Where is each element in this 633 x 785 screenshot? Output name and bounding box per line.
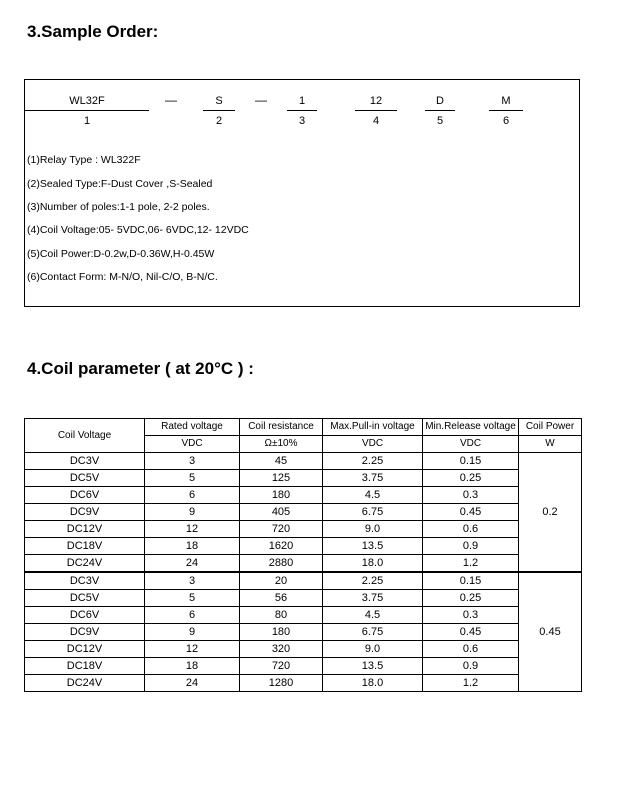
- cell-release: 0.3: [423, 607, 519, 624]
- header-coil-voltage: Coil Voltage: [25, 419, 145, 453]
- cell-coil-resistance: 80: [240, 607, 323, 624]
- cell-rated-voltage: 5: [145, 590, 240, 607]
- cell-rated-voltage: 3: [145, 453, 240, 470]
- cell-coil-resistance: 45: [240, 453, 323, 470]
- cell-rated-voltage: 18: [145, 538, 240, 555]
- cell-release: 0.6: [423, 521, 519, 538]
- cell-coil-resistance: 1620: [240, 538, 323, 555]
- order-desc-contact-form: (6)Contact Form: M-N/O, Nil-C/O, B-N/C.: [27, 271, 218, 283]
- cell-pull-in: 9.0: [323, 521, 423, 538]
- section-title-coil-parameter: 4.Coil parameter ( at 20°C ) :: [27, 359, 254, 378]
- order-desc-sealed-type: (2)Sealed Type:F-Dust Cover ,S-Sealed: [27, 178, 213, 190]
- sample-order-box: [24, 79, 580, 307]
- order-desc-coil-power: (5)Coil Power:D-0.2w,D-0.36W,H-0.45W: [27, 248, 215, 260]
- table-row: [25, 453, 582, 470]
- cell-coil-resistance: 320: [240, 641, 323, 658]
- order-code-underline-4: [355, 110, 397, 111]
- table-row: [25, 538, 582, 555]
- cell-release: 1.2: [423, 675, 519, 692]
- cell-coil-power-group-1: 0.2: [519, 453, 582, 573]
- coil-parameter-table: [24, 418, 582, 692]
- order-desc-relay-type: (1)Relay Type : WL322F: [27, 154, 141, 166]
- cell-coil-resistance: 1280: [240, 675, 323, 692]
- cell-coil-resistance: 125: [240, 470, 323, 487]
- cell-release: 1.2: [423, 555, 519, 573]
- cell-rated-voltage: 18: [145, 658, 240, 675]
- cell-coil-voltage: DC5V: [25, 590, 145, 607]
- order-code-5: D: [436, 95, 444, 107]
- cell-pull-in: 4.5: [323, 607, 423, 624]
- cell-release: 0.25: [423, 590, 519, 607]
- header-resistance-unit: Ω±10%: [240, 436, 323, 453]
- cell-pull-in: 4.5: [323, 487, 423, 504]
- cell-coil-voltage: DC3V: [25, 572, 145, 590]
- table-row: [25, 641, 582, 658]
- table-row: [25, 624, 582, 641]
- order-index-3: 3: [298, 115, 306, 127]
- table-row: [25, 555, 582, 573]
- cell-pull-in: 9.0: [323, 641, 423, 658]
- cell-pull-in: 2.25: [323, 572, 423, 590]
- order-index-1: 1: [83, 115, 91, 127]
- cell-pull-in: 18.0: [323, 675, 423, 692]
- cell-rated-voltage: 9: [145, 624, 240, 641]
- order-code-underline-5: [425, 110, 455, 111]
- cell-release: 0.6: [423, 641, 519, 658]
- cell-rated-voltage: 24: [145, 555, 240, 573]
- cell-release: 0.9: [423, 658, 519, 675]
- header-rated-voltage: Rated voltage: [145, 419, 240, 436]
- cell-coil-power-group-2: 0.45: [519, 572, 582, 692]
- cell-pull-in: 3.75: [323, 470, 423, 487]
- cell-pull-in: 6.75: [323, 624, 423, 641]
- order-index-5: 5: [436, 115, 444, 127]
- cell-pull-in: 3.75: [323, 590, 423, 607]
- cell-coil-voltage: DC18V: [25, 658, 145, 675]
- order-code-2: S: [215, 95, 223, 107]
- cell-coil-resistance: 720: [240, 521, 323, 538]
- order-code-6: M: [501, 95, 511, 107]
- cell-coil-resistance: 56: [240, 590, 323, 607]
- table-row: [25, 572, 582, 590]
- cell-coil-voltage: DC9V: [25, 504, 145, 521]
- order-code-1: WL32F: [69, 95, 105, 107]
- table-row: [25, 590, 582, 607]
- table-row: [25, 504, 582, 521]
- cell-rated-voltage: 3: [145, 572, 240, 590]
- cell-coil-voltage: DC3V: [25, 453, 145, 470]
- cell-coil-voltage: DC6V: [25, 487, 145, 504]
- table-header-row: [25, 419, 582, 436]
- order-code-underline-6: [489, 110, 523, 111]
- cell-coil-resistance: 720: [240, 658, 323, 675]
- cell-release: 0.25: [423, 470, 519, 487]
- table-row: [25, 675, 582, 692]
- order-code-underline-2: [203, 110, 235, 111]
- order-code-underline-3: [287, 110, 317, 111]
- cell-coil-voltage: DC5V: [25, 470, 145, 487]
- header-coil-resistance: Coil resistance: [240, 419, 323, 436]
- cell-pull-in: 18.0: [323, 555, 423, 573]
- table-row: [25, 607, 582, 624]
- cell-coil-resistance: 405: [240, 504, 323, 521]
- cell-rated-voltage: 5: [145, 470, 240, 487]
- cell-release: 0.15: [423, 572, 519, 590]
- order-index-6: 6: [502, 115, 510, 127]
- cell-coil-voltage: DC24V: [25, 555, 145, 573]
- header-pull-in-unit: VDC: [323, 436, 423, 453]
- order-index-4: 4: [372, 115, 380, 127]
- order-code-underline-1: [25, 110, 149, 111]
- cell-rated-voltage: 6: [145, 487, 240, 504]
- cell-pull-in: 13.5: [323, 658, 423, 675]
- cell-coil-voltage: DC18V: [25, 538, 145, 555]
- header-release-unit: VDC: [423, 436, 519, 453]
- order-dash-1: —: [165, 93, 177, 107]
- cell-pull-in: 6.75: [323, 504, 423, 521]
- header-coil-power: Coil Power: [519, 419, 582, 436]
- cell-coil-resistance: 2880: [240, 555, 323, 573]
- cell-coil-resistance: 180: [240, 487, 323, 504]
- order-dash-2: —: [255, 93, 267, 107]
- cell-coil-voltage: DC6V: [25, 607, 145, 624]
- header-power-unit: W: [519, 436, 582, 453]
- cell-pull-in: 2.25: [323, 453, 423, 470]
- order-index-2: 2: [215, 115, 223, 127]
- cell-release: 0.45: [423, 624, 519, 641]
- order-code-3: 1: [298, 95, 306, 107]
- cell-coil-voltage: DC24V: [25, 675, 145, 692]
- header-rated-unit: VDC: [145, 436, 240, 453]
- cell-coil-resistance: 180: [240, 624, 323, 641]
- cell-rated-voltage: 24: [145, 675, 240, 692]
- section-title-sample-order: 3.Sample Order:: [27, 22, 159, 41]
- cell-coil-voltage: DC12V: [25, 521, 145, 538]
- table-row: [25, 487, 582, 504]
- order-code-4: 12: [369, 95, 383, 107]
- table-row: [25, 521, 582, 538]
- order-desc-poles: (3)Number of poles:1-1 pole, 2-2 poles.: [27, 201, 210, 213]
- cell-rated-voltage: 12: [145, 521, 240, 538]
- cell-coil-voltage: DC12V: [25, 641, 145, 658]
- table-row: [25, 658, 582, 675]
- order-desc-coil-voltage: (4)Coil Voltage:05- 5VDC,06- 6VDC,12- 12VDC: [27, 224, 249, 236]
- cell-pull-in: 13.5: [323, 538, 423, 555]
- cell-release: 0.3: [423, 487, 519, 504]
- cell-rated-voltage: 9: [145, 504, 240, 521]
- cell-release: 0.9: [423, 538, 519, 555]
- cell-rated-voltage: 6: [145, 607, 240, 624]
- cell-coil-resistance: 20: [240, 572, 323, 590]
- header-release: Min.Release voltage: [423, 419, 519, 436]
- cell-coil-voltage: DC9V: [25, 624, 145, 641]
- table-row: [25, 470, 582, 487]
- cell-rated-voltage: 12: [145, 641, 240, 658]
- cell-release: 0.45: [423, 504, 519, 521]
- cell-release: 0.15: [423, 453, 519, 470]
- header-pull-in: Max.Pull-in voltage: [323, 419, 423, 436]
